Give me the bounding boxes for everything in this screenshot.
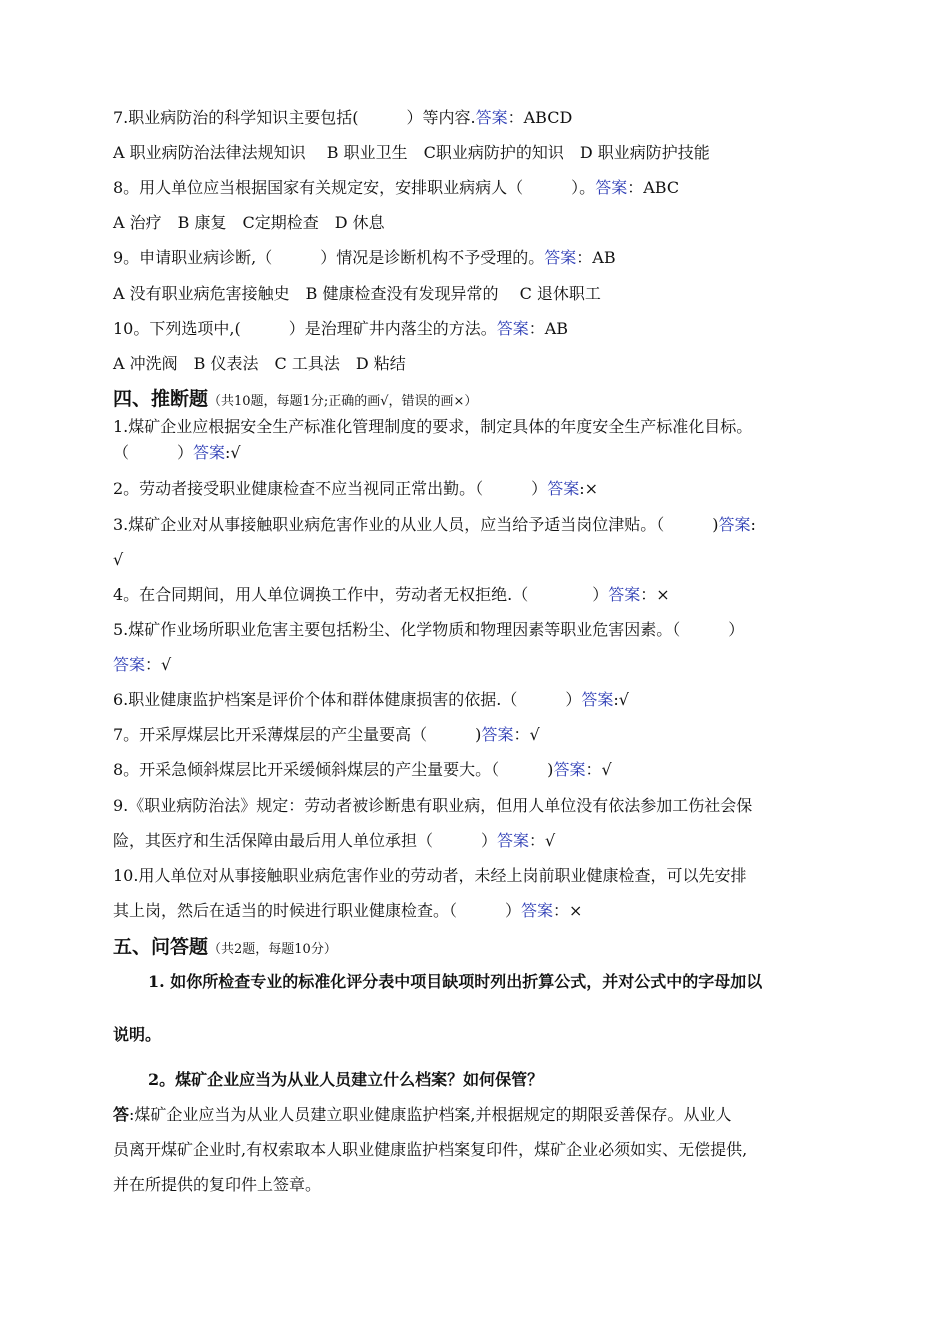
answer-label: 答案 [193, 443, 226, 462]
tf10-text: 10.用人单位对从事接触职业病危害作业的劳动者，未经上岗前职业健康检查，可以先安排 [113, 866, 747, 885]
q8-text: 8。用人单位应当根据国家有关规定安，安排职业病病人（ ）。 [113, 178, 596, 197]
section-4-note: （共10题，每题1分;正确的画√，错误的画×） [208, 394, 478, 409]
q8-options: A 治疗 B 康复 C定期检查 D 休息 [113, 213, 385, 232]
answer-label: 答案 [496, 319, 529, 338]
answer-label: 答案 [608, 585, 641, 604]
answer-label: 答案 [718, 515, 751, 534]
q10-text: 10。下列选项中,( ）是治理矿井内落尘的方法。 [113, 319, 497, 338]
answer-value: ：√ [585, 760, 612, 779]
tf5-answer-line [113, 654, 841, 676]
tf1-text: 1.煤矿企业应根据安全生产标准化管理制度的要求，制定具体的年度安全生产标准化目标。 [113, 417, 753, 436]
tf7-line [113, 724, 841, 746]
answer-label: 答案 [544, 248, 577, 267]
answer-label: 答案 [475, 108, 508, 127]
tf9-text-cont: 险，其医疗和生活保障由最后用人单位承担（ ） [113, 831, 498, 850]
q7-text: 7.职业病防治的科学知识主要包括( ）等内容. [113, 108, 476, 127]
answer-value: :√ [225, 443, 241, 462]
q9-text: 9。申请职业病诊断,（ ）情况是诊断机构不予受理的。 [113, 248, 545, 267]
qa1-text-cont: 说明。 [113, 1025, 162, 1044]
q10-options: A 冲洗阀 B 仪表法 C 工具法 D 粘结 [113, 354, 406, 373]
tf3-text: 3.煤矿企业对从事接触职业病危害作业的从业人员，应当给予适当岗位津贴。（ ) [113, 515, 719, 534]
tf4-text: 4。在合同期间，用人单位调换工作中，劳动者无权拒绝.（ ） [113, 585, 609, 604]
answer-value: ：√ [145, 655, 172, 674]
q9-line [113, 247, 841, 269]
tf7-text: 7。开采厚煤层比开采薄煤层的产尘量要高（ ) [113, 725, 482, 744]
tf5-text: 5.煤矿作业场所职业危害主要包括粉尘、化学物质和物理因素等职业危害因素。（ ） [113, 620, 745, 639]
answer-value: ：ABCD [507, 108, 573, 127]
answer-label: 答案 [481, 725, 514, 744]
section-4-heading [113, 388, 841, 413]
tf2-text: 2。劳动者接受职业健康检查不应当视同正常出勤。（ ） [113, 479, 548, 498]
tf4-line [113, 584, 841, 606]
tf8-text: 8。开采急倾斜煤层比开采缓倾斜煤层的产尘量要大。（ ) [113, 760, 554, 779]
answer-value: :× [579, 479, 598, 498]
section-4-title: 四、推断题 [113, 388, 209, 410]
tf3-answer-mark: √ [113, 550, 124, 569]
tf6-line [113, 689, 841, 711]
answer-value: : [750, 515, 756, 534]
answer-label: 答案 [553, 760, 586, 779]
tf3-line [113, 514, 841, 536]
qa2-answer-text: :煤矿企业应当为从业人员建立职业健康监护档案,并根据规定的期限妥善保存。从业人 [129, 1105, 732, 1124]
answer-value: ：√ [513, 725, 540, 744]
tf1-blank: （ ） [113, 443, 194, 462]
answer-value: ：AB [528, 319, 569, 338]
q7-line [113, 107, 841, 129]
answer-value: ：√ [529, 831, 556, 850]
tf10-answer-line [113, 900, 841, 922]
tf9-text: 9.《职业病防治法》规定：劳动者被诊断患有职业病，但用人单位没有依法参加工伤社会保 [113, 796, 753, 815]
answer-value: ：ABC [627, 178, 680, 197]
tf10-text-cont: 其上岗，然后在适当的时候进行职业健康检查。（ ） [113, 901, 522, 920]
section-5-note: （共2题，每题10分） [208, 942, 337, 957]
answer-label: 答案 [581, 690, 614, 709]
section-5-title: 五、问答题 [113, 936, 209, 958]
answer-label: 答案 [547, 479, 580, 498]
tf8-line [113, 759, 841, 781]
tf2-line [113, 478, 841, 500]
tf9-answer-line [113, 830, 841, 852]
answer-value: ：AB [576, 248, 616, 267]
answer-value: :√ [613, 690, 629, 709]
answer-label: 答案 [521, 901, 554, 920]
section-5-heading [113, 936, 841, 961]
answer-label: 答案 [497, 831, 530, 850]
qa2-answer-cont-2: 并在所提供的复印件上签章。 [113, 1175, 322, 1194]
answer-value: ：× [640, 585, 670, 604]
answer-lead: 答 [113, 1105, 130, 1124]
q8-line [113, 177, 841, 199]
q9-options: A 没有职业病危害接触史 B 健康检查没有发现异常的 C 退休职工 [113, 284, 601, 303]
q10-line [113, 318, 841, 340]
qa2-text: 2。煤矿企业应当为从业人员建立什么档案？如何保管？ [148, 1070, 544, 1089]
q7-options: A 职业病防治法律法规知识 B 职业卫生 C职业病防护的知识 D 职业病防护技能 [113, 143, 710, 162]
tf6-text: 6.职业健康监护档案是评价个体和群体健康损害的依据.（ ） [113, 690, 582, 709]
answer-value: ：× [553, 901, 583, 920]
tf1-answer-line [113, 442, 841, 464]
answer-label: 答案 [113, 655, 146, 674]
answer-label: 答案 [595, 178, 628, 197]
qa2-answer-line [113, 1104, 841, 1126]
qa1-text: 1. 如你所检查专业的标准化评分表中项目缺项时列出折算公式，并对公式中的字母加以 [148, 972, 763, 991]
qa2-answer-cont-1: 员离开煤矿企业时,有权索取本人职业健康监护档案复印件，煤矿企业必须如实、无偿提供, [113, 1140, 748, 1159]
